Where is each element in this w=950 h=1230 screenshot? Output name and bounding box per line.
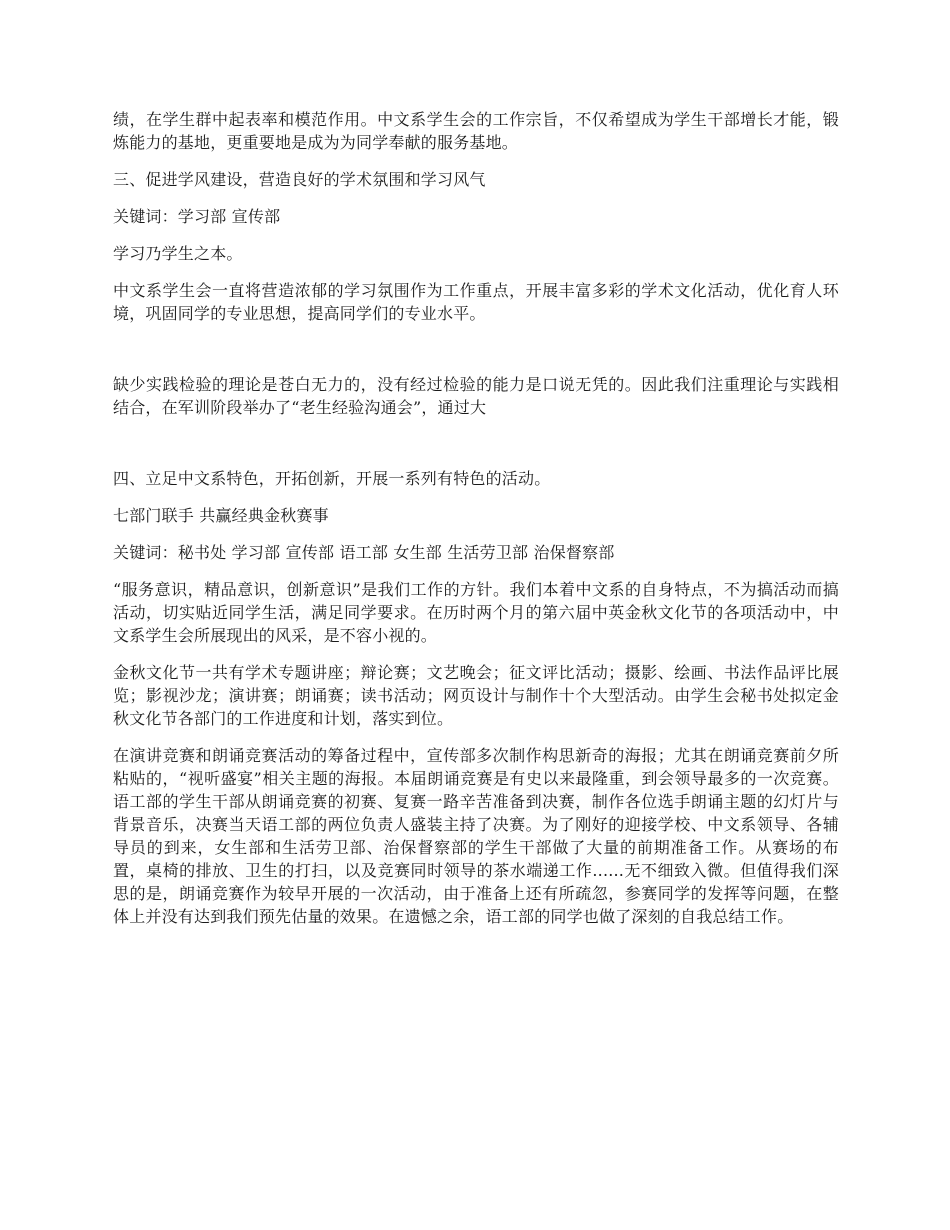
section-heading-academic-atmosphere: 三、促进学风建设，营造良好的学术氛围和学习风气 — [113, 170, 486, 189]
keywords-line: 关键词：学习部 宣传部 — [113, 207, 281, 226]
section-heading-featured-activities: 四、立足中文系特色，开拓创新，开展一系列有特色的活动。 — [113, 469, 551, 488]
paragraph-study-is-fundamental: 学习乃学生之本。 — [113, 244, 243, 263]
keywords-line: 关键词：秘书处 学习部 宣传部 语工部 女生部 生活劳卫部 治保督察部 — [113, 543, 615, 562]
paragraph-learning-atmosphere: 中文系学生会一直将营造浓郁的学习氛围作为工作重点，开展丰富多彩的学术文化活动，优化育人环境，巩固同学的专业思想，提高同学们的专业水平。 — [113, 281, 839, 323]
spacer — [113, 339, 839, 373]
paragraph-recitation-contest: 在演讲竞赛和朗诵竞赛活动的筹备过程中，宣传部多次制作构思新奇的海报；尤其在朗诵竞赛前夕所粘贴的，“视听盛宴”相关主题的海报。本届朗诵竞赛是有史以来最隆重，到会领导最多的一次竞赛。语工部的学生干部从朗诵竞赛的初赛、复赛一路辛苦准备到决赛，制作各位选手朗诵主题的幻灯片与背景音乐，决赛当天语工部的两位负责人盛装主持了决赛。为了刚好的迎接学校、中文系领导、各辅导员的到来，女生部和生活劳卫部、治保督察部的学生干部做了大量的前期准备工作。从赛场的布置，桌椅的排放、卫生的打扫，以及竞赛同时领导的茶水端递工作......无不细致入微。但值得我们深思的是，朗诵竞赛作为较早开展的一次活动，由于准备上还有所疏忽，参赛同学的发挥等问题，在整体上并没有达到我们预先估量的效果。在遗憾之余，语工部的同学也做了深刻的自我总结工作。 — [113, 746, 839, 926]
subheading-seven-departments: 七部门联手 共赢经典金秋赛事 — [113, 506, 329, 525]
paragraph-service-awareness: “服务意识，精品意识，创新意识”是我们工作的方针。我们本着中文系的自身特点，不为搞活动而搞活动，切实贴近同学生活，满足同学要求。在历时两个月的第六届中英金秋文化节的各项活动中，中文系学生会所展现出的风采，是不容小视的。 — [113, 580, 839, 645]
paragraph-festival-activities: 金秋文化节一共有学术专题讲座；辩论赛；文艺晚会；征文评比活动；摄影、绘画、书法作品评比展览；影视沙龙；演讲赛；朗诵赛；读书活动；网页设计与制作十个大型活动。由学生会秘书处拟定金秋文化节各部门的工作进度和计划，落实到位。 — [113, 663, 839, 728]
document-page — [113, 108, 839, 942]
spacer — [113, 433, 839, 467]
paragraph-theory-and-practice: 缺少实践检验的理论是苍白无力的，没有经过检验的能力是口说无凭的。因此我们注重理论与实践相结合，在军训阶段举办了“老生经验沟通会”，通过大 — [113, 375, 839, 417]
paragraph-student-union-purpose: 绩，在学生群中起表率和模范作用。中文系学生会的工作宗旨，不仅希望成为学生干部增长才能，锻炼能力的基地，更重要地是成为为同学奉献的服务基地。 — [113, 110, 839, 152]
